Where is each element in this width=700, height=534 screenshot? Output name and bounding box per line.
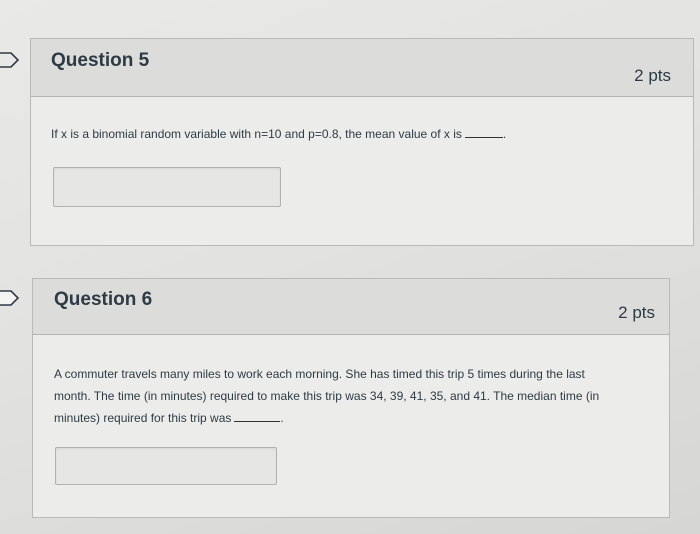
question-6-card bbox=[32, 278, 670, 518]
question-6-header bbox=[33, 279, 669, 335]
question-5-prompt: If x is a binomial random variable with n=10 and p=0.8, the mean value of x is bbox=[51, 127, 462, 141]
question-5-period: . bbox=[502, 127, 507, 141]
question-5-points: 2 pts bbox=[634, 66, 671, 85]
question-5-header bbox=[31, 39, 693, 97]
question-6-prompt-end: minutes) required for this trip was bbox=[54, 411, 232, 425]
question-5-title: Question 5 bbox=[51, 50, 150, 71]
flag-question-6-icon[interactable] bbox=[0, 290, 18, 306]
question-6-line-2: month. The time (in minutes) required to make this trip was 34, 39, 41, 35, and 41. The median time (in bbox=[54, 389, 600, 403]
question-6-answer-input[interactable] bbox=[55, 447, 277, 485]
question-5-text bbox=[51, 123, 671, 145]
question-6-period: . bbox=[280, 411, 284, 425]
question-5-blank bbox=[465, 136, 503, 138]
question-5-card bbox=[30, 38, 694, 246]
question-6-text bbox=[54, 363, 654, 429]
question-6-blank bbox=[234, 420, 280, 422]
question-6-line-3 bbox=[54, 407, 654, 429]
question-6-title: Question 6 bbox=[54, 289, 153, 310]
question-6-points: 2 pts bbox=[618, 303, 655, 322]
question-6-line-1: A commuter travels many miles to work each morning. She has timed this trip 5 times during the last bbox=[54, 367, 585, 381]
question-5-answer-input[interactable] bbox=[53, 167, 281, 207]
flag-question-5-icon[interactable] bbox=[0, 52, 18, 68]
